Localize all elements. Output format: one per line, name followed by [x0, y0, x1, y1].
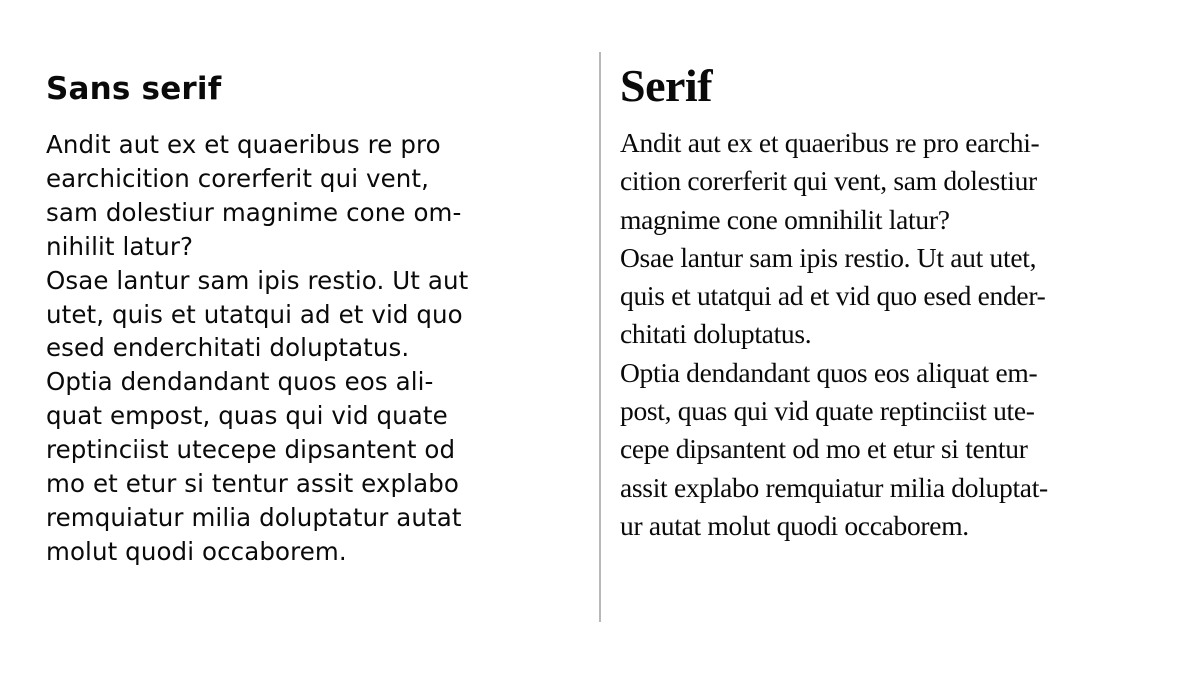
text-line: post, quas qui vid quate reptinciist ute-	[620, 395, 1035, 427]
text-line: molut quodi occaborem.	[46, 536, 347, 566]
sans-serif-body-text	[46, 128, 468, 569]
text-line: utet, quis et utatqui ad et vid quo	[46, 299, 463, 329]
text-line: Osae lantur sam ipis restio. Ut aut utet,	[620, 241, 1037, 273]
sans-serif-heading: Sans serif	[46, 71, 222, 107]
text-line: magnime cone omnihilit latur?	[620, 203, 950, 235]
serif-heading: Serif	[620, 60, 713, 111]
column-divider	[599, 52, 601, 622]
text-line: cition corerferit qui vent, sam dolestiur	[620, 165, 1037, 197]
text-line: sam dolestiur magnime cone om-	[46, 197, 462, 227]
serif-body-text	[620, 124, 1048, 545]
text-line: quis et utatqui ad et vid quo esed ender-	[620, 280, 1046, 312]
text-line: Optia dendandant quos eos aliquat em-	[620, 356, 1038, 388]
text-line: Andit aut ex et quaeribus re pro	[46, 130, 441, 159]
text-line: earchicition corerferit qui vent,	[46, 163, 430, 193]
text-line: Osae lantur sam ipis restio. Ut aut	[46, 265, 469, 295]
text-line: remquiatur milia doluptatur autat	[46, 502, 462, 532]
text-line: mo et etur si tentur assit explabo	[46, 469, 459, 499]
text-line: Andit aut ex et quaeribus re pro earchi-	[620, 127, 1040, 158]
text-line: assit explabo remquiatur milia doluptat-	[620, 471, 1048, 503]
text-line: reptinciist utecepe dipsantent od	[46, 435, 456, 465]
text-line: quat empost, quas qui vid quate	[46, 401, 448, 431]
text-line: Optia dendandant quos eos ali-	[46, 367, 434, 397]
text-line: nihilit latur?	[46, 231, 194, 261]
text-line: esed enderchitati doluptatus.	[46, 333, 410, 363]
text-line: cepe dipsantent od mo et etur si tentur	[620, 433, 1028, 465]
text-line: ur autat molut quodi occaborem.	[620, 509, 969, 541]
text-line: chitati doluptatus.	[620, 318, 812, 350]
